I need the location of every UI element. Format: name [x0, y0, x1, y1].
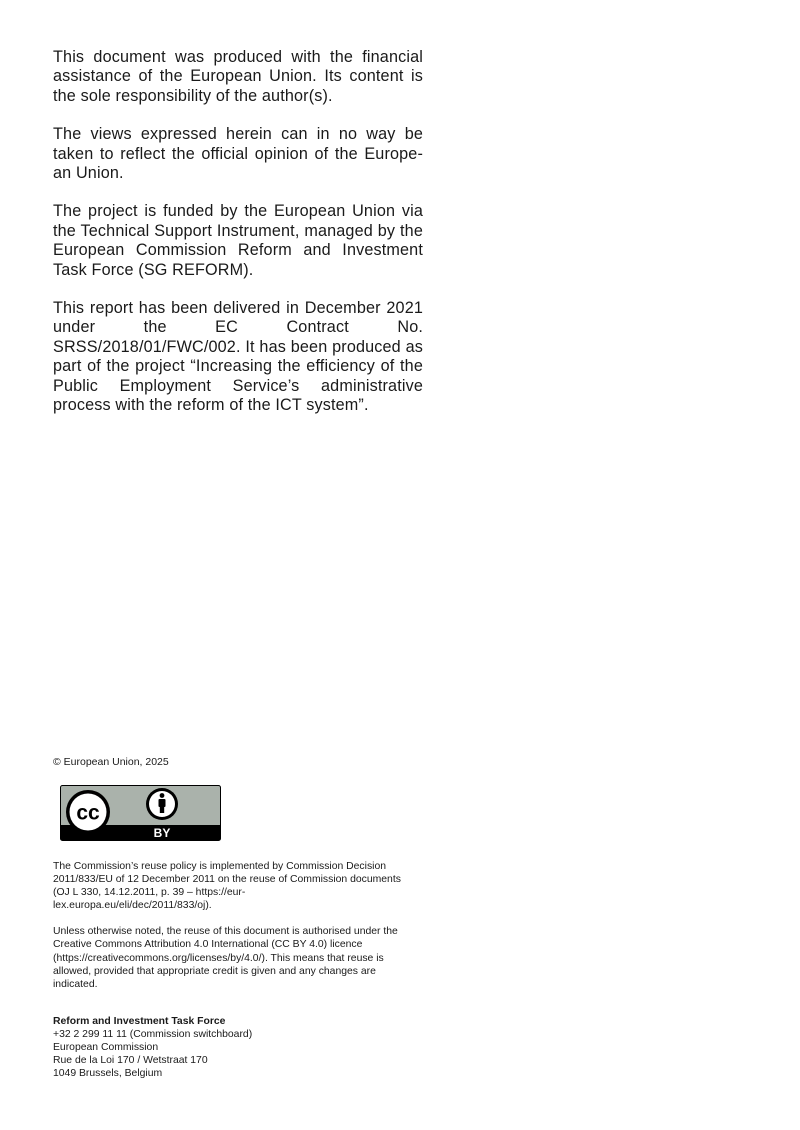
- disclaimer-paragraph-report: This report has been delivered in December 2021 under the EC Contract No. SRSS/2018/01/FWC/002. It has been produced as part of the project “Increasing the efficiency of the Public Employment Service’s administrative process with the reform of the ICT system”.: [53, 299, 423, 415]
- licence-paragraph: Unless otherwise noted, the reuse of this document is authorised under the Creative Commons Attribution 4.0 International (CC BY 4.0) licence (https://creativecommons.org/licenses/by/4.0/). This means that reuse is allowed, provided that appropriate credit is given and any changes are indicated.: [53, 926, 398, 990]
- disclaimer-paragraph-funding: This document was produced with the financial assistance of the European Union. Its content is the sole responsibility of the author(s).: [53, 48, 423, 105]
- disclaimer-section: [53, 48, 423, 435]
- cc-icon: [66, 790, 110, 834]
- contact-city: 1049 Brussels, Belgium: [53, 1068, 163, 1080]
- by-label: BY: [153, 826, 171, 840]
- contact-phone: +32 2 299 11 11 (Commission switchboard): [53, 1029, 253, 1041]
- disclaimer-paragraph-views: The views expressed herein can in no way be taken to reflect the official opinion of the Europe-an Union.: [53, 125, 423, 183]
- contact-organization: Reform and Investment Task Force: [53, 1016, 226, 1027]
- copyright-notice: © European Union, 2025: [53, 756, 169, 768]
- contact-institution: European Commission: [53, 1042, 159, 1054]
- cc-by-license-badge: [60, 785, 221, 841]
- reuse-policy-paragraph: The Commission’s reuse policy is implemented by Commission Decision 2011/833/EU of 12 December 2011 on the reuse of Commission documents (OJ L 330, 14.12.2011, p. 39 – https://eur-lex.europa.eu/eli/dec/2011/833/oj).: [53, 861, 401, 912]
- cc-icon-label: cc: [76, 801, 100, 825]
- disclaimer-paragraph-project: The project is funded by the European Union via the Technical Support Instrument, managed by the European Commission Reform and Investment Task Force (SG REFORM).: [53, 202, 423, 279]
- attribution-icon: [146, 788, 178, 820]
- contact-address: Rue de la Loi 170 / Wetstraat 170: [53, 1055, 208, 1067]
- contact-block: [53, 1015, 403, 1080]
- reuse-policy-section: [53, 860, 403, 1004]
